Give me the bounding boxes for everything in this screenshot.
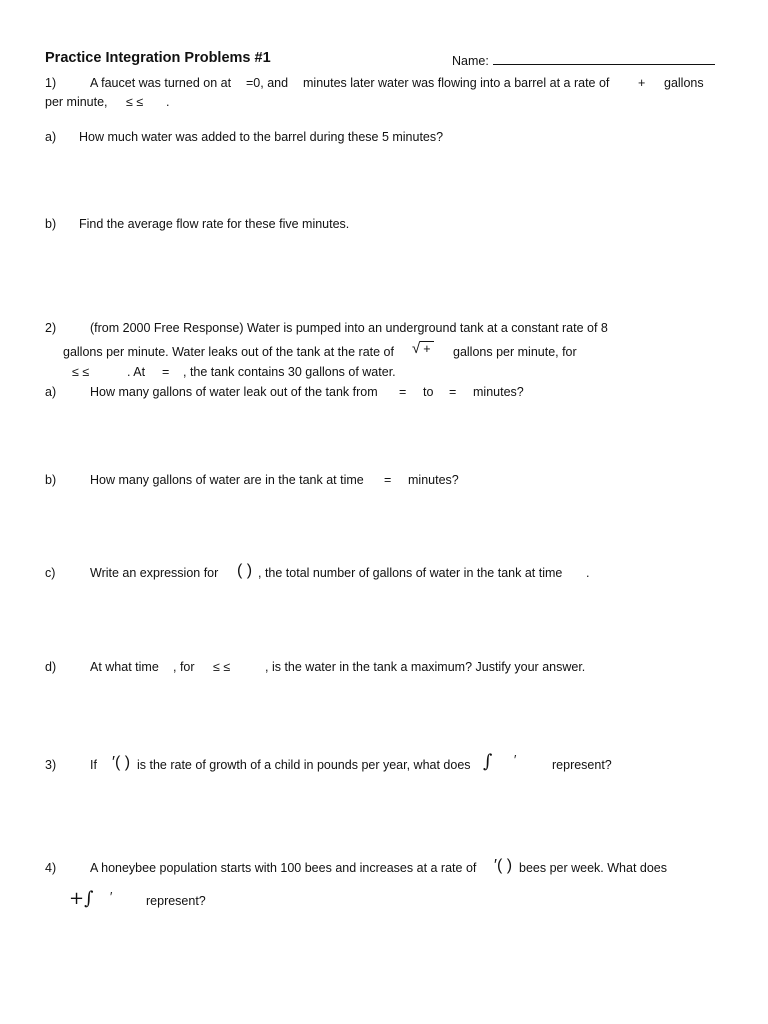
- q2d-inequality: ≤ ≤: [213, 660, 231, 674]
- q4-text3: represent?: [146, 894, 206, 908]
- q2c-text1: Write an expression for: [90, 566, 219, 580]
- page-title: Practice Integration Problems #1: [45, 50, 271, 66]
- q1b-text: Find the average flow rate for these five minutes.: [79, 217, 350, 231]
- q3-if: If: [90, 758, 97, 772]
- q3-text2: represent?: [552, 758, 612, 772]
- q3-prime-paren: ′( ): [112, 754, 131, 771]
- q4-text2: bees per week. What does: [519, 861, 667, 875]
- name-label: Name:: [452, 54, 489, 68]
- q2a-text2: minutes?: [473, 385, 524, 399]
- q2a-to: to: [423, 385, 434, 399]
- q2c-period: .: [586, 566, 590, 580]
- q2-inequality: ≤ ≤: [72, 365, 90, 379]
- q1a-text: How much water was added to the barrel during these 5 minutes?: [79, 130, 444, 144]
- q1a-label: a): [45, 130, 57, 144]
- sqrt-icon: √: [412, 340, 421, 357]
- q1-text-part1: A faucet was turned on at: [90, 76, 232, 90]
- q2-text-line2b: gallons per minute, for: [453, 345, 577, 359]
- q2-sqrt-expression: [412, 340, 434, 357]
- q2-equals: =: [162, 365, 170, 379]
- q2c-label: c): [45, 566, 56, 580]
- q1-gallons: gallons: [664, 76, 704, 90]
- q1-inequality: ≤ ≤: [126, 95, 144, 109]
- q2b-label: b): [45, 473, 57, 487]
- q3-text1: is the rate of growth of a child in pounds per year, what does: [137, 758, 471, 772]
- q2-text-line2a: gallons per minute. Water leaks out of the tank at the rate of: [63, 345, 394, 359]
- q4-prime: ′: [110, 890, 113, 904]
- q3-number: 3): [45, 758, 57, 772]
- q2-text-line3: , the tank contains 30 gallons of water.: [183, 365, 396, 379]
- q1-number: 1): [45, 76, 57, 90]
- q2-sqrt-plus: +: [420, 341, 433, 356]
- q2c-text2: , the total number of gallons of water in the tank at time: [258, 566, 563, 580]
- q2b-text1: How many gallons of water are in the tank at time: [90, 473, 364, 487]
- q2b-equals: =: [384, 473, 392, 487]
- q2d-text2: , for: [173, 660, 195, 674]
- q2b-text2: minutes?: [408, 473, 459, 487]
- q2d-label: d): [45, 660, 57, 674]
- q2a-equals1: =: [399, 385, 407, 399]
- q1-text-part3: minutes later water was flowing into a barrel at a rate of: [303, 76, 610, 90]
- q1-plus-sign: +: [638, 76, 646, 90]
- q1-period: .: [166, 95, 170, 109]
- q4-plus-integral: +∫: [69, 888, 94, 909]
- name-field[interactable]: [452, 52, 715, 68]
- name-blank-line[interactable]: [493, 52, 715, 65]
- q2a-text1: How many gallons of water leak out of the tank from: [90, 385, 378, 399]
- q2-number: 2): [45, 321, 57, 335]
- q1-text-part2: =0, and: [246, 76, 289, 90]
- q4-prime-paren: ′( ): [494, 857, 513, 874]
- q2a-equals2: =: [449, 385, 457, 399]
- q2a-label: a): [45, 385, 57, 399]
- q2d-text1: At what time: [90, 660, 159, 674]
- integral-icon: ∫: [483, 751, 493, 772]
- q3-prime: ′: [514, 753, 517, 767]
- q2c-paren: ( ): [237, 562, 253, 579]
- q2-text-line1: (from 2000 Free Response) Water is pumped into an underground tank at a constant rate of 8: [90, 321, 608, 335]
- q1-text-line2: per minute,: [45, 95, 108, 109]
- q2-at: . At: [127, 365, 146, 379]
- q2d-text3: , is the water in the tank a maximum? Justify your answer.: [265, 660, 586, 674]
- q1b-label: b): [45, 217, 57, 231]
- q4-text1: A honeybee population starts with 100 bees and increases at a rate of: [90, 861, 477, 875]
- q4-number: 4): [45, 861, 57, 875]
